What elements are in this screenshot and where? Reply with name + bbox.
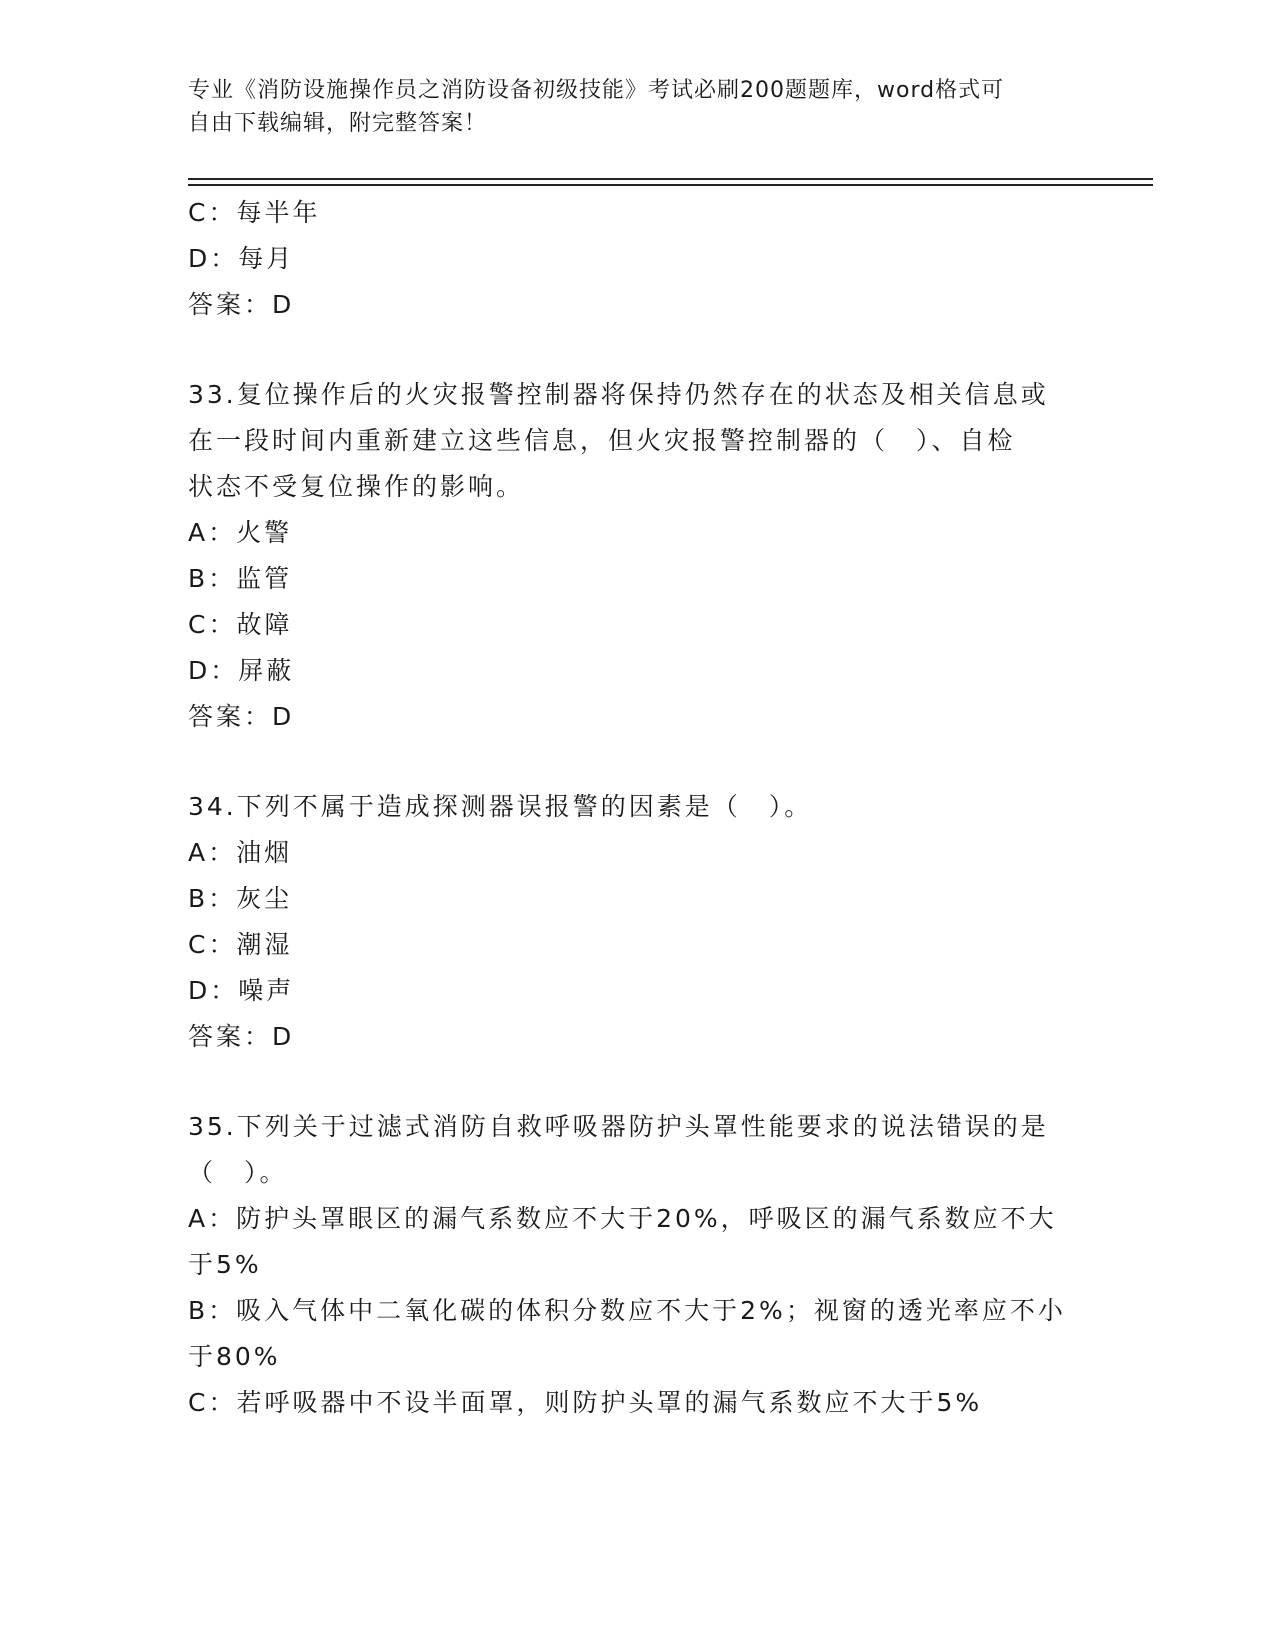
spacer	[188, 328, 1088, 372]
q34-text-line-1: 34.下列不属于造成探测器误报警的因素是（ ）。	[188, 792, 813, 821]
q34-option-c: C：潮湿	[188, 930, 293, 959]
prev-option-c: C：每半年	[188, 198, 321, 227]
q33-text-line-2: 在一段时间内重新建立这些信息，但火灾报警控制器的（ ）、自检	[188, 426, 1016, 455]
question-content	[188, 190, 1088, 1426]
q35-text-line-2: （ ）。	[188, 1158, 288, 1187]
q33-option-b: B：监管	[188, 564, 293, 593]
page-header	[188, 74, 1088, 140]
q35-option-c: C：若呼吸器中不设半面罩，则防护头罩的漏气系数应不大于5%	[188, 1388, 983, 1417]
header-divider-bottom	[188, 184, 1153, 186]
spacer	[188, 1060, 1088, 1104]
q33-text-line-1: 33.复位操作后的火灾报警控制器将保持仍然存在的状态及相关信息或	[188, 380, 1049, 409]
q35-option-b-line-2: 于80%	[188, 1342, 281, 1371]
header-divider-top	[188, 178, 1153, 180]
header-line-2: 自由下载编辑，附完整答案！	[188, 111, 488, 136]
spacer	[188, 740, 1088, 784]
q34-answer: 答案：D	[188, 1022, 295, 1051]
q35-option-b-line-1: B：吸入气体中二氧化碳的体积分数应不大于2%；视窗的透光率应不小	[188, 1296, 1066, 1325]
q35-option-a-line-1: A：防护头罩眼区的漏气系数应不大于20%，呼吸区的漏气系数应不大	[188, 1204, 1057, 1233]
q34-option-b: B：灰尘	[188, 884, 293, 913]
header-line-1: 专业《消防设施操作员之消防设备初级技能》考试必刷200题题库，word格式可	[188, 78, 1005, 103]
q35-text-line-1: 35.下列关于过滤式消防自救呼吸器防护头罩性能要求的说法错误的是	[188, 1112, 1049, 1141]
q33-option-c: C：故障	[188, 610, 293, 639]
q33-text-line-3: 状态不受复位操作的影响。	[188, 472, 525, 501]
prev-answer: 答案：D	[188, 290, 295, 319]
q33-answer: 答案：D	[188, 702, 295, 731]
q33-option-a: A：火警	[188, 518, 293, 547]
prev-option-d: D：每月	[188, 244, 295, 273]
q35-option-a-line-2: 于5%	[188, 1250, 262, 1279]
q34-option-d: D：噪声	[188, 976, 295, 1005]
q33-option-d: D：屏蔽	[188, 656, 295, 685]
q34-option-a: A：油烟	[188, 838, 293, 867]
